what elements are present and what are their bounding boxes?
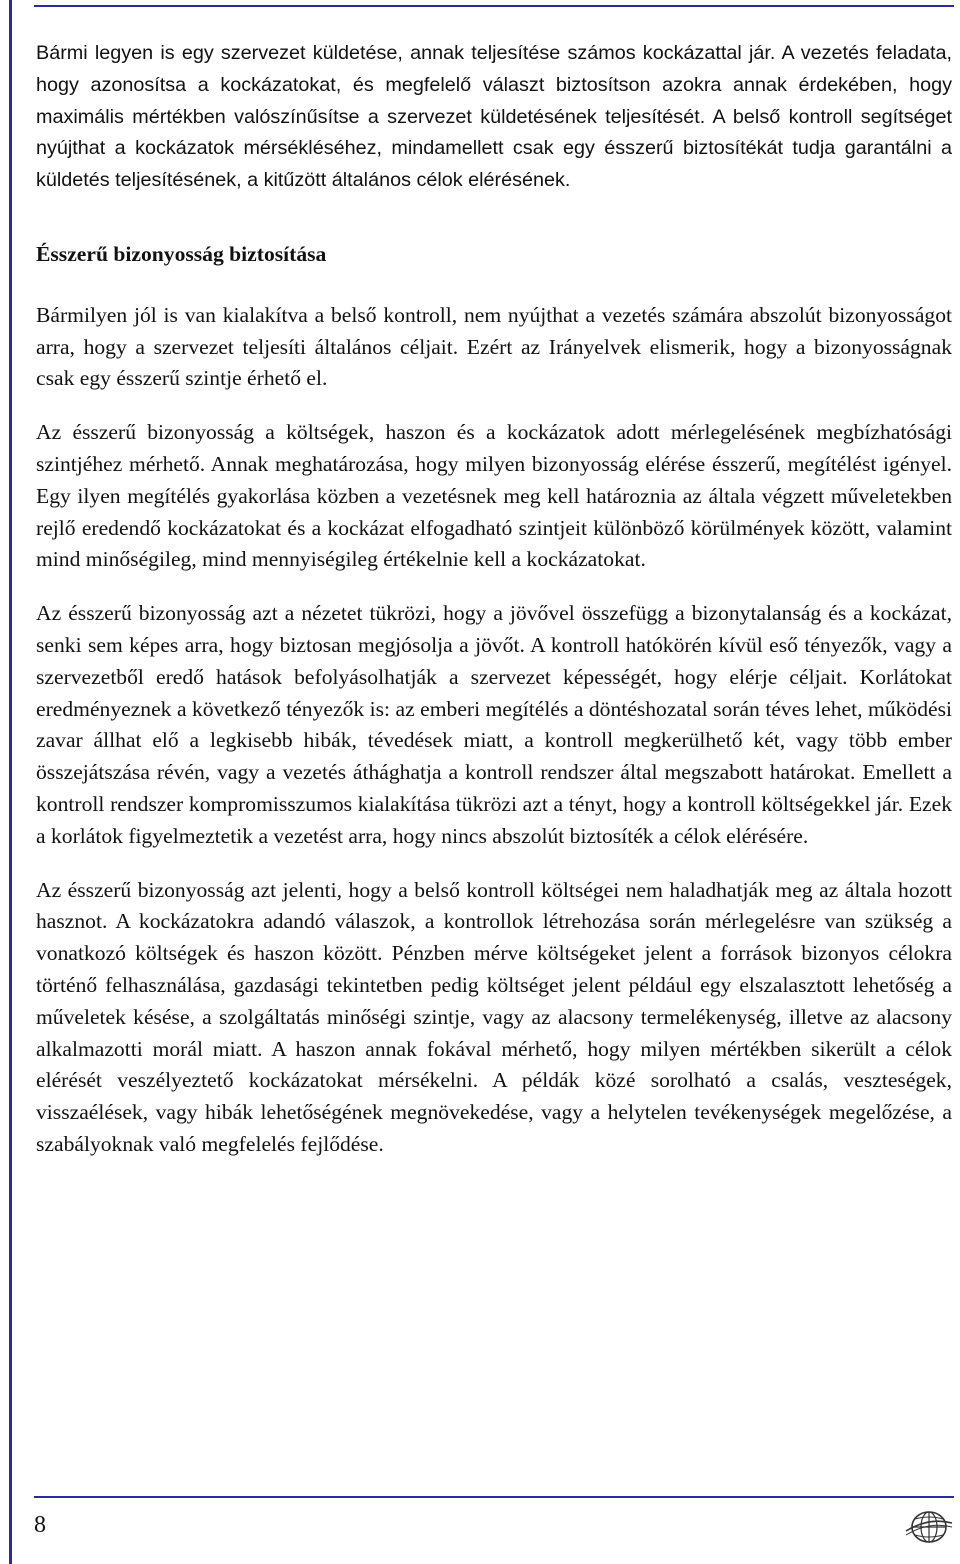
paragraph-1: Bármilyen jól is van kialakítva a belső kontroll, nem nyújthat a vezetés számára abszolút bizonyosságot arra, hogy a szervezet teljesíti általános céljait. Ezért az Irányelvek elismerik, hogy a bizonyosságnak csak egy ésszerű szintje érhető el. <box>36 302 952 391</box>
globe-logo-icon <box>904 1509 954 1545</box>
top-border-rule <box>34 5 954 7</box>
left-margin-bar <box>9 0 12 1564</box>
paragraph-4: Az ésszerű bizonyosság azt jelenti, hogy a belső kontroll költségei nem haladhatják meg az általa hozott hasznot. A kockázatokra adandó válaszok, a kontrollok létrehozása során mérlegelésre van szükség a vonatkozó költségek és haszon között. Pénzben mérve költségeket jelent a források bizonyos célokra történő felhasználása, gazdasági tekintetben pedig költséget jelent például egy elszalasztott lehetőség a műveletek késése, a szolgáltatás minőségi szintje, vagy az alacsony termelékenység, illetve az alacsony alkalmazotti morál miatt. A haszon annak fokával mérhető, hogy milyen mértékben sikerült a célok elérését veszélyeztető kockázatokat mérsékelni. A példák közé sorolható a csalás, veszteségek, visszaélések, vagy hibák lehetőségének megnövekedése, vagy a helytelen tevékenységek megelőzése, a szabályoknak való megfelelés fejlődése. <box>36 877 952 1156</box>
intro-paragraph: Bármi legyen is egy szervezet küldetése, annak teljesítése számos kockázattal jár. A vezetés feladata, hogy azonosítsa a kockázatokat, és megfelelő választ biztosítson azokra annak érdekében, hogy maximális mértékben valószínűsítse a szervezet küldetésének teljesítését. A belső kontroll segítséget nyújthat a kockázatok mérsékléséhez, mindamellett csak egy ésszerű biztosítékát tudja garantálni a küldetés teljesítésének, a kitűzött általános célok elérésének. <box>36 42 952 192</box>
section-heading: Ésszerű bizonyosság biztosítása <box>36 241 327 266</box>
footer-rule <box>34 1496 954 1498</box>
page-number: 8 <box>34 1512 46 1538</box>
page-content <box>36 38 952 1161</box>
paragraph-3: Az ésszerű bizonyosság azt a nézetet tükrözi, hogy a jövővel összefügg a bizonytalanság és a kockázat, senki sem képes arra, hogy biztosan megjósolja a jövőt. A kontroll hatókörén kívül eső tényezők, vagy a szervezetből eredő hatások befolyásolhatják a szervezet képességét, hogy elérje céljait. Korlátokat eredményeznek a következő tényezők is: az emberi megítélés a döntéshozatal során téves lehet, működési zavar állhat elő a legkisebb hibák, tévedések miatt, a kontroll megkerülhető két, vagy több ember összejátszása révén, vagy a vezetés áthághatja a kontroll rendszer által megszabott határokat. Emellett a kontroll rendszer kompromisszumos kialakítása tükrözi azt a tényt, hogy a kontroll költségekkel jár. Ezek a korlátok figyelmeztetik a vezetést arra, hogy nincs abszolút biztosíték a célok elérésére. <box>36 601 952 848</box>
paragraph-2: Az ésszerű bizonyosság a költségek, haszon és a kockázatok adott mérlegelésének megbízhatósági szintjéhez mérhető. Annak meghatározása, hogy milyen bizonyosság elérése ésszerű, megítélést igényel. Egy ilyen megítélés gyakorlása közben a vezetésnek meg kell határoznia az általa végzett műveletekben rejlő eredendő kockázatokat és a kockázat elfogadható szintjeit különböző körülmények között, valamint mind minőségileg, mind mennyiségileg értékelnie kell a kockázatokat. <box>36 420 952 572</box>
